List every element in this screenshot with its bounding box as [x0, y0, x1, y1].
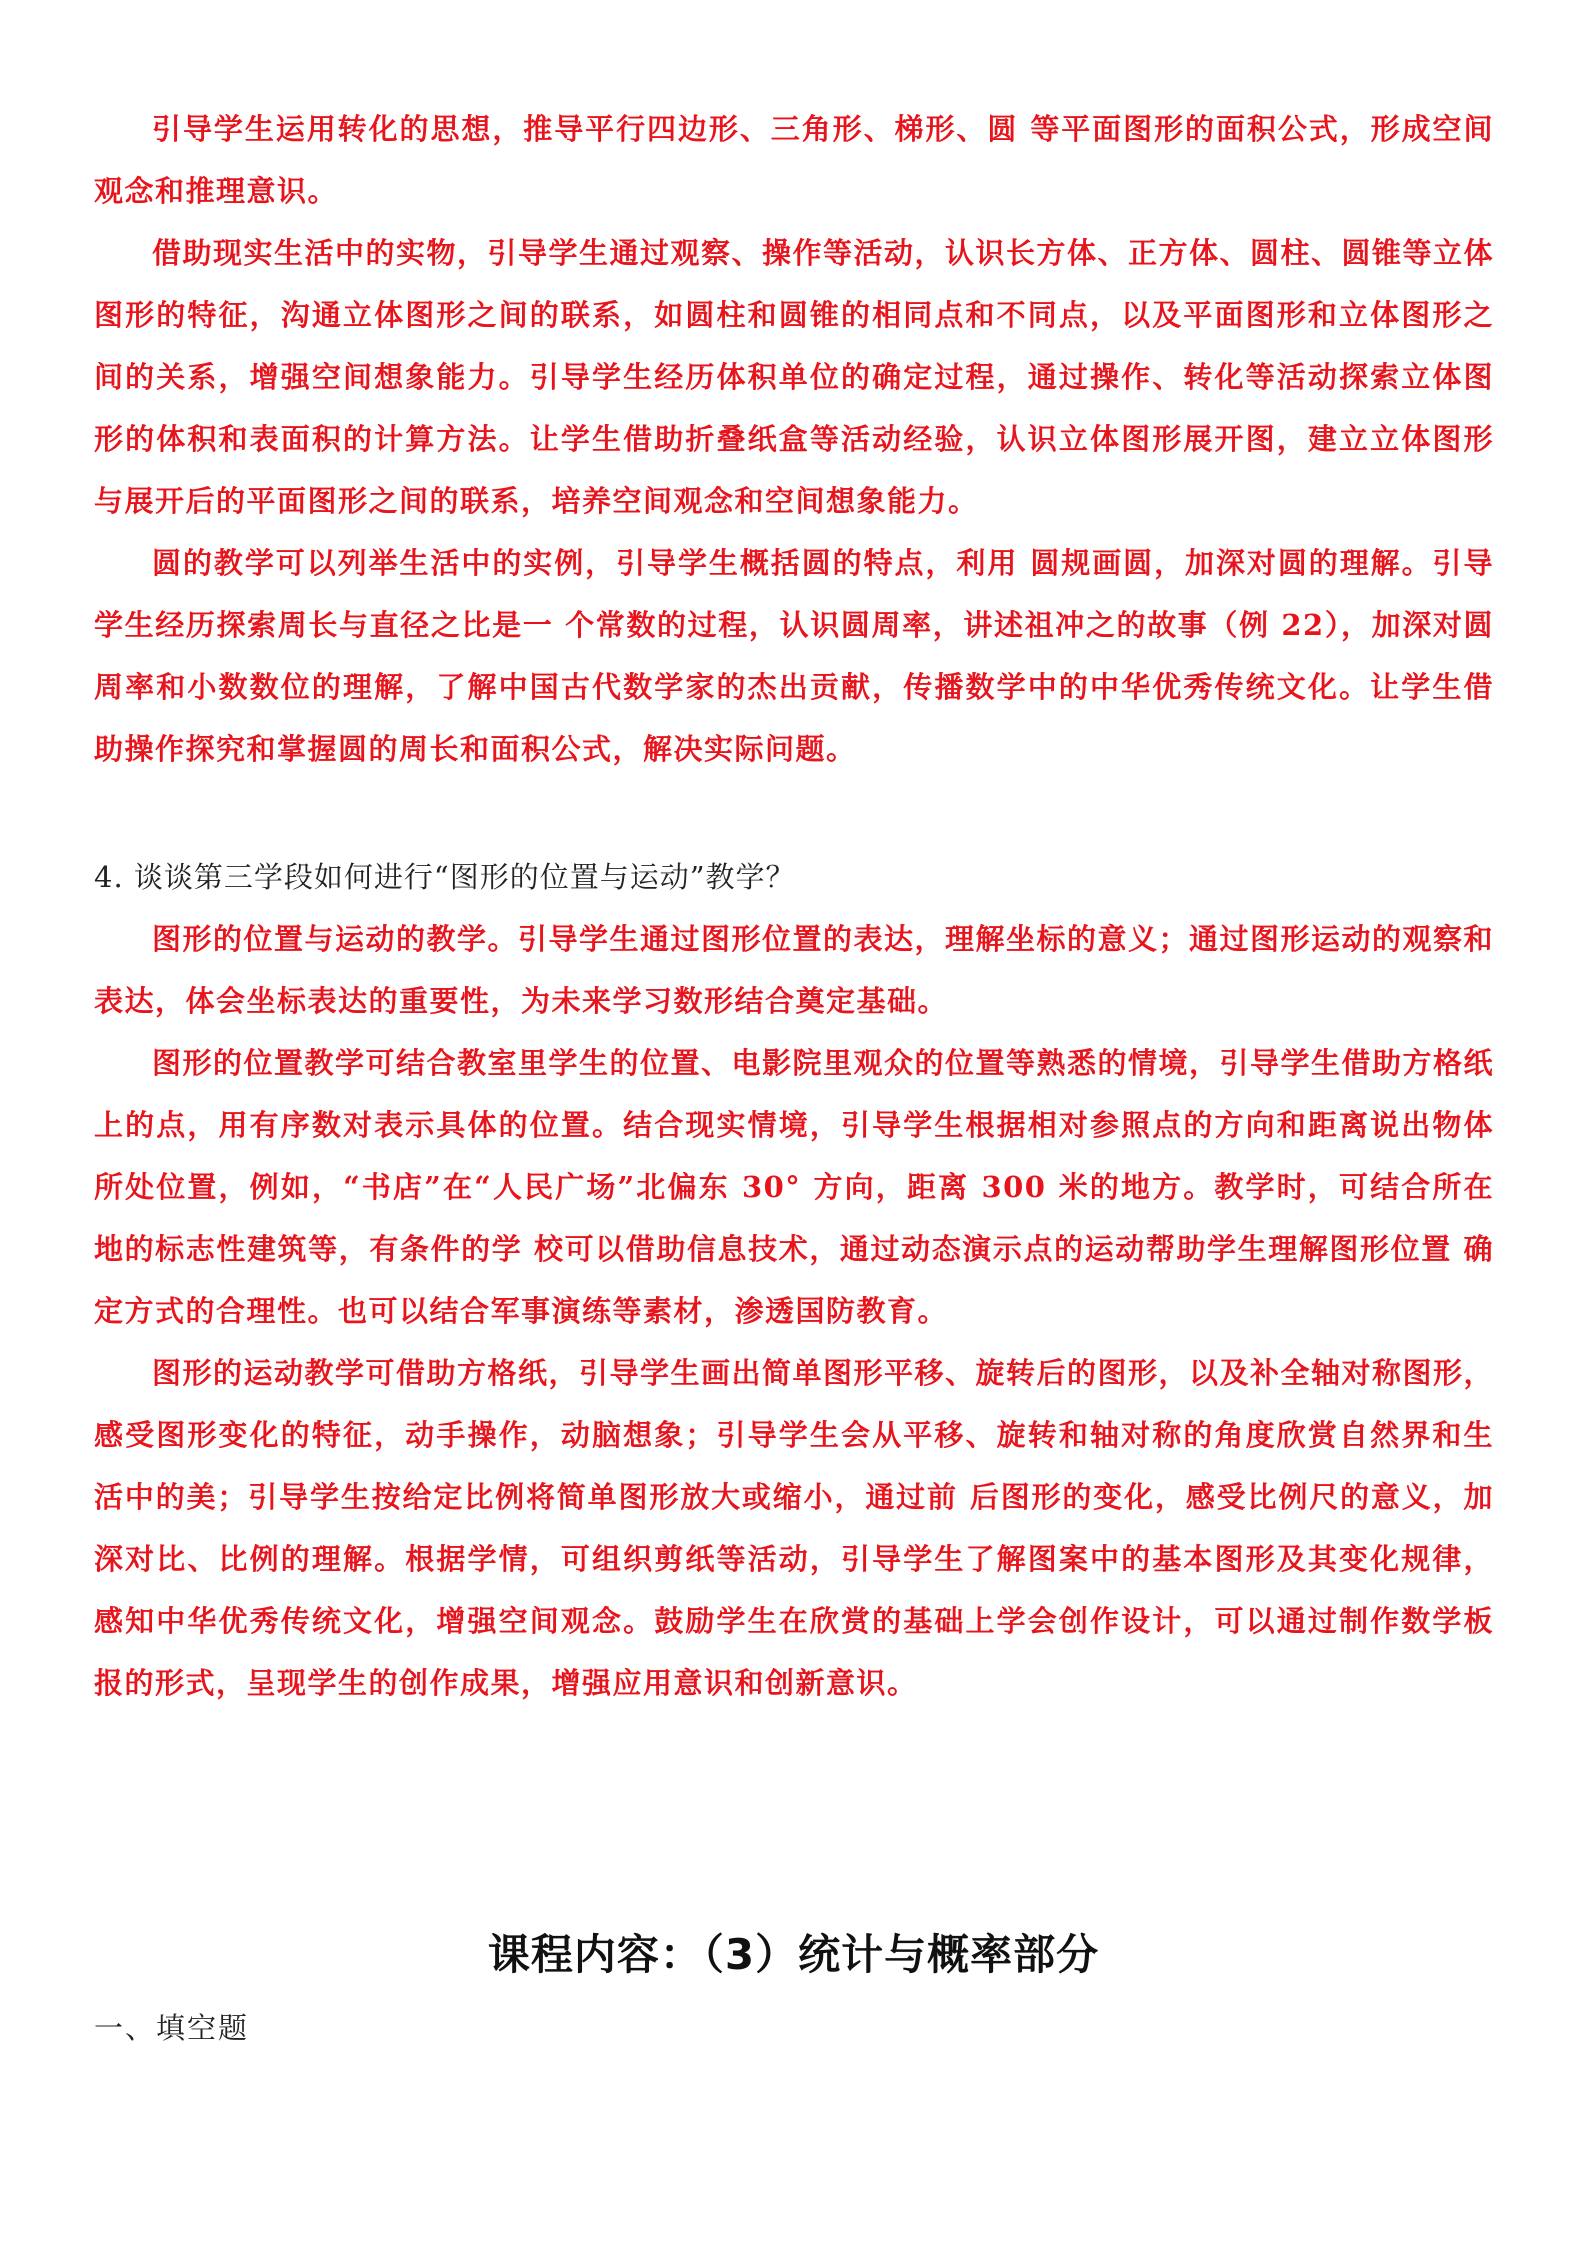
- answer-block-1: [94, 98, 1494, 780]
- answer-paragraph: 图形的运动教学可借助方格纸，引导学生画出简单图形平移、旋转后的图形，以及补全轴对称图形，感受图形变化的特征，动手操作，动脑想象；引导学生会从平移、旋转和轴对称的角度欣赏自然界和生活中的美；引导学生按给定比例将简单图形放大或缩小，通过前 后图形的变化，感受比例尺的意义，加深对比、比例的理解。根据学情，可组织剪纸等活动，引导学生了解图案中的基本图形及其变化规律，感知中华优秀传统文化，增强空间观念。鼓励学生在欣赏的基础上学会创作设计，可以通过制作数学板报的形式，呈现学生的创作成果，增强应用意识和创新意识。: [94, 1356, 1495, 1700]
- section-title: 课程内容：（3）统计与概率部分: [487, 1930, 1100, 1979]
- answer-paragraph: 圆的教学可以列举生活中的实例，引导学生概括圆的特点，利用 圆规画圆，加深对圆的理解。引导学生经历探索周长与直径之比是一 个常数的过程，认识圆周率，讲述祖冲之的故事（例 22），加深对圆 周率和小数数位的理解，了解中国古代数学家的杰出贡献，传播数学中的中华优秀传统文化。让学生借助操作探究和掌握圆的周长和面积公式，解决实际问题。: [94, 546, 1494, 766]
- answer-paragraph: 借助现实生活中的实物，引导学生通过观察、操作等活动，认识长方体、正方体、圆柱、圆锥等立体图形的特征，沟通立体图形之间的联系，如圆柱和圆锥的相同点和不同点，以及平面图形和立体图形之间的关系，增强空间想象能力。引导学生经历体积单位的确定过程，通过操作、转化等活动探索立体图形的体积和表面积的计算方法。让学生借助折叠纸盒等活动经验，认识立体图形展开图，建立立体图形与展开后的平面图形之间的联系，培养空间观念和空间想象能力。: [94, 236, 1495, 518]
- question-heading: 4. 谈谈第三学段如何进行“图形的位置与运动”教学？: [94, 860, 796, 894]
- answer-block-2: [94, 908, 1494, 1714]
- answer-paragraph: 引导学生运用转化的思想，推导平行四边形、三角形、梯形、圆 等平面图形的面积公式，形成空间观念和推理意识。: [94, 112, 1494, 208]
- answer-paragraph: 图形的位置教学可结合教室里学生的位置、电影院里观众的位置等熟悉的情境，引导学生借助方格纸上的点，用有序数对表示具体的位置。结合现实情境，引导学生根据相对参照点的方向和距离说出物体所处位置，例如，“书店”在“人民广场”北偏东 30° 方向，距离 300 米的地方。教学时，可结合所在地的标志性建筑等，有条件的学 校可以借助信息技术，通过动态演示点的运动帮助学生理解图形位置 确定方式的合理性。也可以结合军事演练等素材，渗透国防教育。: [94, 1046, 1495, 1328]
- answer-paragraph: 图形的位置与运动的教学。引导学生通过图形位置的表达，理解坐标的意义；通过图形运动的观察和表达，体会坐标表达的重要性，为未来学习数形结合奠定基础。: [94, 922, 1495, 1018]
- subsection-heading: 一、填空题: [94, 2011, 250, 2045]
- question-block: [94, 846, 1494, 908]
